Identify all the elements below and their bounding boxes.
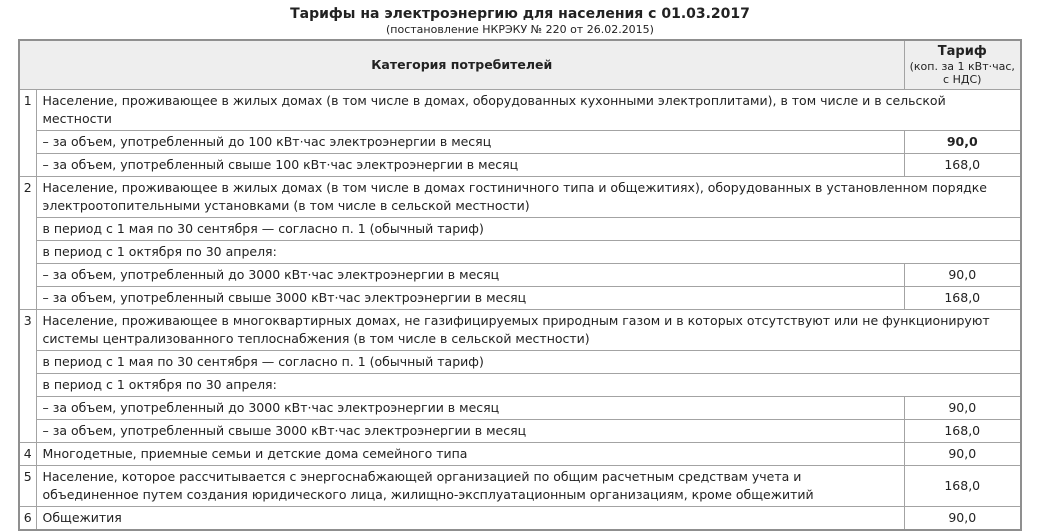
category-main-cell: Население, проживающее в многоквартирных домах, не газифицируемых природным газом и в которых отсутствуют или не функционируют системы централизованного теплоснабжения (в том числе в сельской местности) [36, 310, 1021, 351]
category-sub-cell: – за объем, употребленный свыше 100 кВт·час электроэнергии в месяц [36, 154, 904, 177]
row-number-cell: 4 [19, 443, 36, 466]
table-row [19, 264, 1021, 287]
category-sub-cell: в период с 1 мая по 30 сентября — согласно п. 1 (обычный тариф) [36, 218, 1021, 241]
table-row [19, 397, 1021, 420]
tariff-value-cell: 168,0 [904, 287, 1021, 310]
table-row [19, 507, 1021, 531]
tariff-value-cell: 90,0 [904, 131, 1021, 154]
table-header-row [19, 40, 1021, 90]
category-sub-cell: – за объем, употребленный до 100 кВт·час электроэнергии в месяц [36, 131, 904, 154]
tariff-value-cell: 168,0 [904, 466, 1021, 507]
category-sub-cell: в период с 1 октября по 30 апреля: [36, 374, 1021, 397]
category-main-cell: Население, проживающее в жилых домах (в том числе в домах, оборудованных кухонными электроплитами), в том числе и в сельской местности [36, 90, 1021, 131]
table-row [19, 443, 1021, 466]
header-tariff-title: Тариф [937, 44, 987, 59]
tariff-value-cell: 168,0 [904, 154, 1021, 177]
header-tariff-cell [904, 40, 1021, 90]
tariff-table [18, 39, 1022, 531]
row-number-cell: 3 [19, 310, 36, 443]
header-tariff-unit: (коп. за 1 кВт·час, с НДС) [909, 60, 1015, 86]
row-number-cell: 2 [19, 177, 36, 310]
tariff-value-cell: 168,0 [904, 420, 1021, 443]
table-row [19, 241, 1021, 264]
table-row [19, 177, 1021, 218]
table-row [19, 287, 1021, 310]
category-main-cell: Многодетные, приемные семьи и детские дома семейного типа [36, 443, 904, 466]
table-row [19, 310, 1021, 351]
row-number-cell: 5 [19, 466, 36, 507]
table-row [19, 351, 1021, 374]
table-row [19, 466, 1021, 507]
category-sub-cell: в период с 1 мая по 30 сентября — согласно п. 1 (обычный тариф) [36, 351, 1021, 374]
category-sub-cell: – за объем, употребленный до 3000 кВт·час электроэнергии в месяц [36, 264, 904, 287]
header-category-cell: Категория потребителей [19, 40, 904, 90]
table-row [19, 90, 1021, 131]
tariff-value-cell: 90,0 [904, 443, 1021, 466]
category-main-cell: Население, которое рассчитывается с энергоснабжающей организацией по общим расчетным средствам учета и объединенное путем создания юридического лица, жилищно-эксплуатационным организациям, кроме общежитий [36, 466, 904, 507]
table-row [19, 420, 1021, 443]
category-sub-cell: – за объем, употребленный до 3000 кВт·час электроэнергии в месяц [36, 397, 904, 420]
row-number-cell: 1 [19, 90, 36, 177]
category-main-cell: Общежития [36, 507, 904, 531]
tariff-value-cell: 90,0 [904, 264, 1021, 287]
category-sub-cell: – за объем, употребленный свыше 3000 кВт·час электроэнергии в месяц [36, 287, 904, 310]
category-sub-cell: в период с 1 октября по 30 апреля: [36, 241, 1021, 264]
table-row [19, 374, 1021, 397]
page-title: Тарифы на электроэнергию для населения с 01.03.2017 [290, 6, 750, 22]
row-number-cell: 6 [19, 507, 36, 531]
tariff-value-cell: 90,0 [904, 507, 1021, 531]
page-subtitle: (постановление НКРЭКУ № 220 от 26.02.2015) [386, 23, 654, 36]
category-main-cell: Население, проживающее в жилых домах (в том числе в домах гостиничного типа и общежитиях), оборудованных в установленном порядке электроотопительными установками (в том числе в сельской местности) [36, 177, 1021, 218]
tariff-value-cell: 90,0 [904, 397, 1021, 420]
table-row [19, 154, 1021, 177]
category-sub-cell: – за объем, употребленный свыше 3000 кВт·час электроэнергии в месяц [36, 420, 904, 443]
table-row [19, 218, 1021, 241]
table-row [19, 131, 1021, 154]
